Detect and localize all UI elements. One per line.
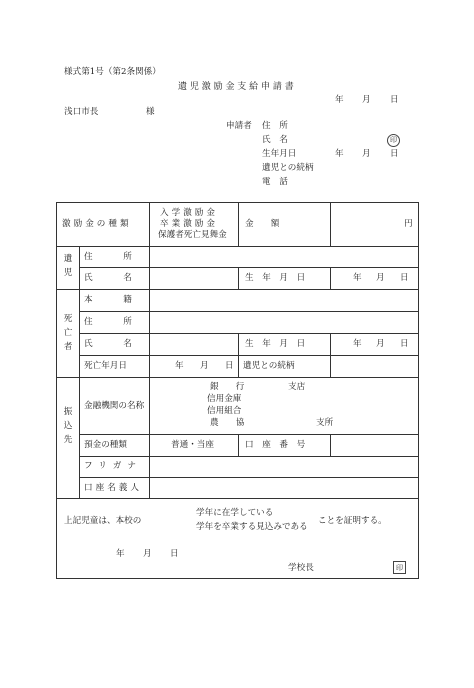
row-divider	[79, 311, 419, 312]
page-title: 遺 児 激 励 金 支 給 申 請 書	[178, 82, 294, 92]
deceased-relation-label: 遺児との続柄	[243, 361, 295, 371]
row-divider	[56, 289, 419, 290]
col-divider	[330, 267, 331, 289]
row-divider	[79, 477, 419, 478]
death-month: 月	[200, 361, 209, 371]
type-option-bereavement: 保護者死亡見舞金	[158, 230, 227, 240]
branch2-label: 支所	[316, 418, 334, 428]
row-divider	[56, 246, 419, 247]
principal-seal: 印	[393, 561, 406, 574]
type-label: 激励金の種類	[62, 219, 132, 229]
yen-label: 円	[404, 219, 413, 229]
applicant-phone-label: 電 話	[262, 177, 288, 187]
account-number-label: 口 座 番 号	[245, 440, 306, 450]
col-divider	[330, 202, 331, 246]
deceased-address-label: 住 所	[84, 317, 143, 327]
deceased-birth-month: 月	[376, 339, 385, 349]
deceased-name-label: 氏 名	[84, 339, 143, 349]
deceased-honseki-label: 本 籍	[84, 295, 143, 305]
applicant-birthdate-label: 生年月日	[262, 149, 297, 159]
furigana-label: フリガナ	[84, 461, 142, 471]
applicant-name-label: 氏 名	[262, 135, 288, 145]
type-option-graduation: 卒業激励金	[160, 219, 218, 229]
orphan-birth-month: 月	[376, 273, 385, 283]
row-divider	[79, 355, 419, 356]
deceased-birth-day: 日	[400, 339, 409, 349]
col-divider	[149, 202, 150, 499]
orphan-birth-day: 日	[400, 273, 409, 283]
bank-option-kumiai: 信用組合	[207, 406, 242, 416]
certificate-option-graduating: 学年を卒業する見込みである	[196, 522, 308, 532]
col-divider	[238, 202, 239, 246]
account-holder-label: 口座名義人	[84, 483, 142, 493]
orphan-address-label: 住 所	[84, 252, 143, 262]
orphan-birthdate-label: 生 年 月 日	[245, 273, 306, 283]
date-month-label: 月	[362, 95, 371, 105]
orphan-birth-year: 年	[353, 273, 362, 283]
certificate-prefix: 上記児童は、本校の	[64, 516, 142, 526]
applicant-address-label: 住 所	[262, 121, 288, 131]
certificate-year: 年	[116, 549, 125, 559]
row-divider	[79, 456, 419, 457]
certificate-option-enrolled: 学年に在学している	[196, 508, 274, 518]
row-divider	[56, 377, 419, 378]
applicant-birth-month: 月	[362, 149, 371, 159]
col-divider	[330, 434, 331, 456]
col-divider	[238, 267, 239, 289]
bank-option-shinkin: 信用金庫	[207, 394, 242, 404]
bank-name-label: 金融機関の名称	[84, 401, 145, 411]
col-divider	[238, 434, 239, 456]
date-year-label: 年	[335, 95, 344, 105]
principal-label: 学校長	[288, 563, 314, 573]
certificate-day: 日	[170, 549, 179, 559]
col-divider	[79, 246, 80, 499]
col-divider	[238, 333, 239, 377]
orphan-name-label: 氏 名	[84, 273, 143, 283]
col-divider	[330, 333, 331, 377]
deposit-type-options: 普通・当座	[171, 440, 214, 450]
date-day-label: 日	[390, 95, 399, 105]
applicant-seal: 印	[387, 134, 400, 147]
death-date-label: 死亡年月日	[84, 361, 127, 371]
deceased-birthdate-label: 生 年 月 日	[245, 339, 306, 349]
bank-option-nokyo: 農 協	[210, 418, 245, 428]
bank-option-bank: 銀 行	[210, 382, 245, 392]
applicant-label: 申請者	[226, 121, 252, 131]
death-year: 年	[175, 361, 184, 371]
certificate-suffix: ことを証明する。	[318, 516, 387, 526]
addressee-suffix: 様	[146, 107, 155, 117]
applicant-birth-year: 年	[335, 149, 344, 159]
type-option-admission: 入学激励金	[160, 208, 218, 218]
applicant-birth-day: 日	[390, 149, 399, 159]
deposit-type-label: 預金の種類	[84, 440, 127, 450]
addressee: 浅口市長	[64, 107, 99, 117]
amount-label: 金 額	[245, 219, 280, 229]
row-divider	[79, 333, 419, 334]
deceased-birth-year: 年	[353, 339, 362, 349]
orphan-group-label: 遺児	[63, 254, 73, 278]
deceased-group-label: 死亡者	[63, 314, 73, 352]
form-number: 様式第1号（第2条関係）	[64, 67, 161, 77]
branch-label: 支店	[288, 382, 306, 392]
row-divider	[79, 434, 419, 435]
row-divider	[79, 267, 419, 268]
death-day: 日	[225, 361, 234, 371]
applicant-relation-label: 遺児との続柄	[262, 163, 314, 173]
transfer-group-label: 振込先	[63, 407, 73, 445]
certificate-month: 月	[143, 549, 152, 559]
